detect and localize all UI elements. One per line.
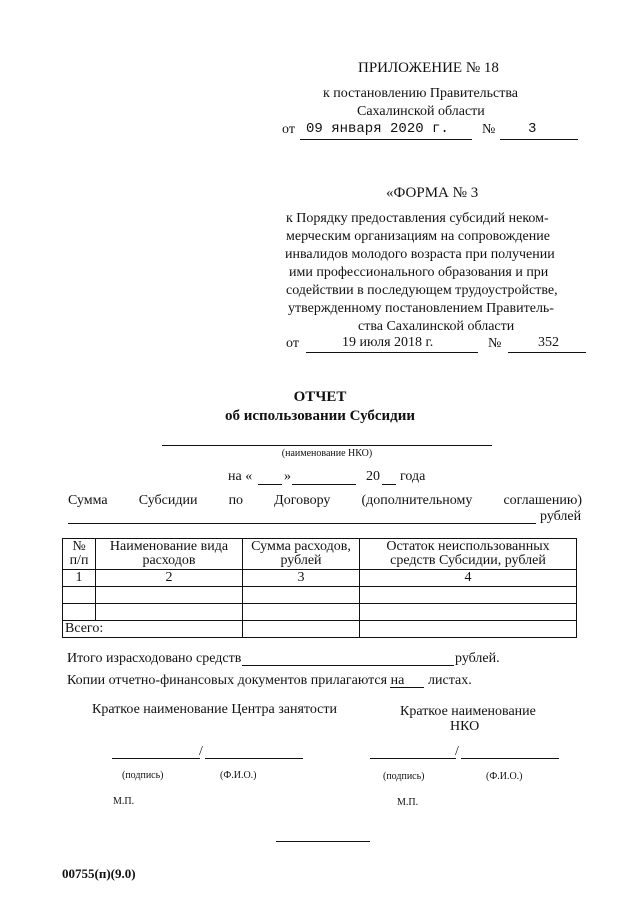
form-line-4: ими профессионального образования и при	[289, 265, 549, 280]
table-cell[interactable]	[243, 604, 360, 621]
copies-suffix: листах.	[428, 673, 472, 688]
table-cell[interactable]	[360, 587, 577, 604]
col-name-header: Наименование вида расходов	[96, 539, 243, 570]
form-num-label: №	[488, 336, 502, 351]
form-line-7: ства Сахалинской области	[358, 319, 515, 334]
resolution-line: к постановлению Правительства	[323, 86, 519, 101]
document-code: 00755(п)(9.0)	[62, 866, 136, 881]
sum-word-3: по	[228, 493, 244, 508]
copies-underline	[390, 687, 424, 688]
right-fio-caption: (Ф.И.О.)	[486, 771, 523, 782]
header-from-label: от	[282, 122, 295, 137]
col-remainder-header: Остаток неиспользованных средств Субсидии, рублей	[360, 539, 577, 570]
copies-prefix: Копии отчетно-финансовых документов прилагаются на	[67, 673, 405, 688]
table-cell[interactable]	[96, 604, 243, 621]
left-slash: /	[199, 744, 203, 759]
right-org-name-line2: НКО	[450, 719, 480, 734]
report-date-mid: »	[284, 469, 291, 484]
nko-name-underline	[162, 445, 492, 446]
form-line-1: к Порядку предоставления субсидий неком-	[286, 211, 549, 226]
header-date: 09 января 2020 г.	[306, 121, 449, 137]
left-fio-caption: (Ф.И.О.)	[220, 770, 257, 781]
table-row	[63, 604, 577, 621]
report-year-underline	[382, 484, 396, 485]
left-org-name: Краткое наименование Центра занятости	[92, 702, 337, 717]
form-date: 19 июля 2018 г.	[342, 335, 434, 350]
col-name-index: 2	[96, 570, 243, 587]
right-signature-line	[370, 758, 456, 759]
right-fio-line	[461, 758, 559, 759]
report-title: ОТЧЕТ	[293, 389, 347, 405]
appendix-title: ПРИЛОЖЕНИЕ № 18	[358, 60, 499, 76]
report-day-underline	[258, 484, 282, 485]
col-sum-header: Сумма расходов, рублей	[243, 539, 360, 570]
right-slash: /	[455, 744, 459, 759]
report-subtitle: об использовании Субсидии	[224, 408, 416, 424]
spent-underline	[242, 665, 454, 666]
right-org-name-line1: Краткое наименование	[400, 704, 536, 719]
table-cell[interactable]	[63, 604, 96, 621]
table-row	[63, 587, 577, 604]
table-cell[interactable]	[360, 604, 577, 621]
sum-word-5: (дополнительному	[361, 493, 473, 508]
left-signature-caption: (подпись)	[122, 770, 164, 781]
sum-word-4: Договору	[274, 493, 331, 508]
sum-word-6: соглашению)	[503, 493, 582, 508]
right-signature-caption: (подпись)	[383, 771, 425, 782]
total-sum-cell[interactable]	[243, 621, 360, 638]
table-cell[interactable]	[96, 587, 243, 604]
header-number-underline	[500, 139, 578, 140]
report-date-prefix: на «	[228, 469, 253, 484]
sum-word-1: Сумма	[68, 493, 108, 508]
spent-prefix: Итого израсходовано средств	[67, 651, 242, 666]
left-signature-line	[112, 758, 200, 759]
form-date-underline	[306, 352, 478, 353]
col-number-index: 1	[63, 570, 96, 587]
report-date-year: 20	[366, 469, 380, 484]
form-number: 352	[538, 335, 559, 350]
expenses-table	[62, 538, 577, 638]
col-sum-index: 3	[243, 570, 360, 587]
report-month-underline	[292, 484, 356, 485]
sum-word-2: Субсидии	[138, 493, 198, 508]
spent-suffix: рублей.	[455, 651, 500, 666]
left-fio-line	[205, 758, 303, 759]
sum-underline	[68, 523, 536, 524]
table-cell[interactable]	[243, 587, 360, 604]
total-label: Всего:	[63, 621, 243, 638]
form-line-6: утвержденному постановлением Правитель-	[288, 301, 554, 316]
form-line-2: мерческим организациям на сопровождение	[286, 229, 550, 244]
form-title: «ФОРМА № 3	[386, 185, 479, 201]
form-number-underline	[508, 352, 586, 353]
table-cell[interactable]	[63, 587, 96, 604]
sum-line	[68, 493, 582, 509]
form-line-5: содействии в последующем трудоустройстве,	[286, 283, 558, 298]
table-total-row	[63, 621, 577, 638]
col-remainder-index: 4	[360, 570, 577, 587]
form-line-3: инвалидов молодого возраста при получении	[285, 247, 555, 262]
header-number: 3	[528, 121, 537, 137]
region-line: Сахалинской области	[357, 104, 485, 119]
closing-rule	[276, 841, 370, 842]
header-num-label: №	[482, 122, 496, 137]
form-from-label: от	[286, 336, 299, 351]
nko-caption: (наименование НКО)	[281, 448, 373, 459]
total-remainder-cell[interactable]	[360, 621, 577, 638]
header-date-underline	[300, 139, 472, 140]
sum-rubles: рублей	[540, 509, 582, 524]
report-date-suffix: года	[400, 469, 426, 484]
col-number-header: № п/п	[63, 539, 96, 570]
left-stamp: М.П.	[113, 796, 135, 807]
table-header-row	[63, 539, 577, 570]
table-number-row	[63, 570, 577, 587]
right-stamp: М.П.	[397, 797, 419, 808]
